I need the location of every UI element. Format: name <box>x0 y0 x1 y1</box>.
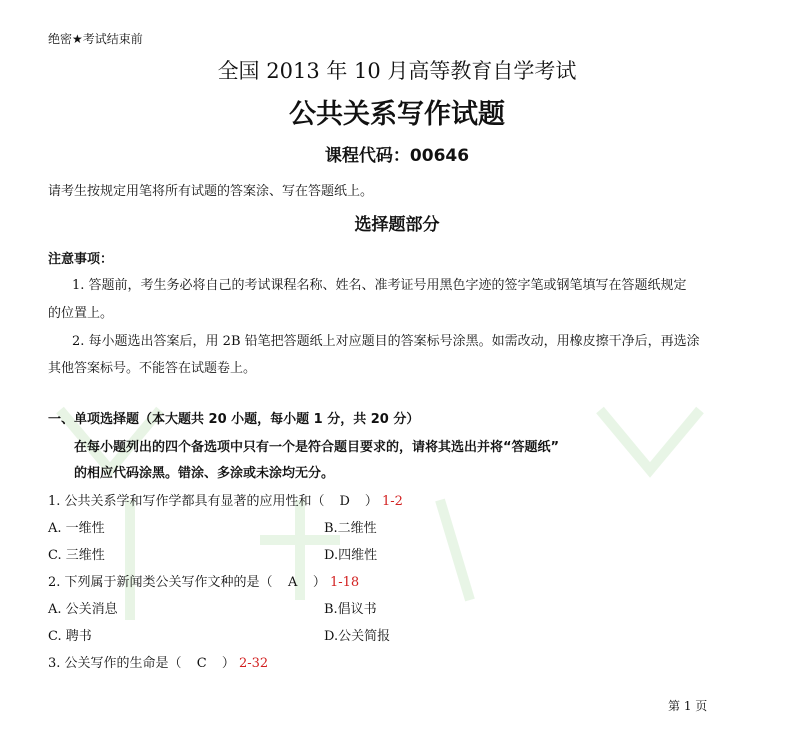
question-1 <box>48 490 403 509</box>
notice-title: 注意事项： <box>48 252 114 267</box>
question-3 <box>48 652 268 671</box>
question-answer: A <box>287 575 298 590</box>
question-2 <box>48 571 359 590</box>
question-ref: 1-18 <box>329 575 360 590</box>
option-d: D.四维性 <box>324 548 378 563</box>
question-stem: 3. 公关写作的生命是（ <box>48 656 182 671</box>
notice-item-2-line-1: 2. 每小题选出答案后，用 2B 铅笔把答题纸上对应题目的答案标号涂黑。如需改动，用橡皮擦干净后，再选涂 <box>72 334 700 349</box>
paper-title: 公共关系写作试题 <box>289 99 505 130</box>
page-number: 第 1 页 <box>668 699 708 713</box>
notice-item-1-line-2: 的位置上。 <box>48 306 114 321</box>
option-a: A. 一维性 <box>48 521 105 536</box>
course-code: 课程代码：00646 <box>324 146 470 166</box>
part1-heading: 一、单项选择题（本大题共 20 小题，每小题 1 分，共 20 分） <box>48 412 420 427</box>
question-answer: D <box>339 494 350 509</box>
option-a: A. 公关消息 <box>48 602 118 617</box>
section-title: 选择题部分 <box>354 215 440 235</box>
part1-desc-line-1: 在每小题列出的四个备选项中只有一个是符合题目要求的，请将其选出并将“答题纸” <box>74 440 560 455</box>
notice-item-1-line-1: 1. 答题前，考生务必将自己的考试课程名称、姓名、准考证号用黑色字迹的签字笔或钢笔填写在答题纸规定 <box>72 278 687 293</box>
question-close: ） <box>364 494 378 509</box>
notice-item-2-line-2: 其他答案标号。不能答在试题卷上。 <box>48 361 257 376</box>
instruction-text: 请考生按规定用笔将所有试题的答案涂、写在答题纸上。 <box>48 184 374 199</box>
question-ref: 2-32 <box>238 656 269 671</box>
question-answer: C <box>196 656 207 671</box>
option-d: D.公关简报 <box>324 629 391 644</box>
exam-title: 全国 2013 年 10 月高等教育自学考试 <box>217 59 577 83</box>
confidential-mark: 绝密★考试结束前 <box>48 32 143 46</box>
question-stem: 1. 公共关系学和写作学都具有显著的应用性和（ <box>48 494 325 509</box>
option-c: C. 聘书 <box>48 629 92 644</box>
option-b: B.倡议书 <box>324 602 377 617</box>
question-close: ） <box>312 575 326 590</box>
question-stem: 2. 下列属于新闻类公关写作文种的是（ <box>48 575 273 590</box>
option-c: C. 三维性 <box>48 548 105 563</box>
option-b: B.二维性 <box>324 521 377 536</box>
question-ref: 1-2 <box>381 494 403 509</box>
question-close: ） <box>221 656 235 671</box>
part1-desc-line-2: 的相应代码涂黑。错涂、多涂或未涂均无分。 <box>74 466 335 481</box>
